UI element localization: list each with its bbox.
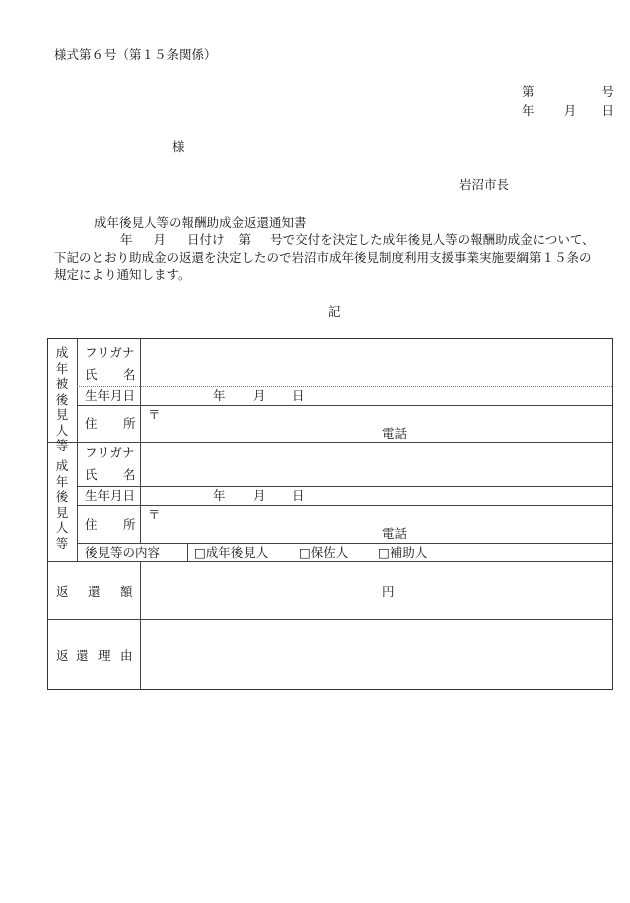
guardian-address-label-1: 住	[85, 517, 98, 532]
notice-body	[54, 231, 629, 284]
guardian-group-label: 成年後見人等	[55, 458, 69, 551]
body-date-suffix: 日付け	[187, 232, 225, 247]
ward-address-label-2: 所	[123, 416, 136, 431]
body-month: 月	[153, 232, 167, 247]
ward-birth-year: 年	[213, 388, 226, 403]
refund-reason-label-3: 理	[98, 648, 111, 663]
ward-furigana-label: フリガナ	[85, 345, 135, 360]
doc-number-suffix: 号	[601, 84, 614, 99]
refund-amount-label-2: 還	[88, 584, 101, 599]
guardian-name-label-1: 氏	[85, 467, 98, 482]
document-number	[522, 86, 614, 99]
notice-line-1	[54, 231, 629, 249]
notice-line-3: 規定により通知します。	[54, 267, 191, 282]
issue-date-year: 年	[522, 103, 535, 118]
issue-date	[522, 105, 614, 118]
ward-name-dotline	[77, 386, 612, 387]
refund-reason-label-2: 還	[76, 648, 89, 663]
ward-birth-line	[77, 405, 612, 406]
option-curator[interactable]: □保佐人	[299, 545, 349, 560]
label-divider-top	[140, 339, 141, 543]
ward-birth-day: 日	[292, 388, 305, 403]
refund-reason-label-4: 由	[120, 648, 133, 663]
amount-line	[48, 561, 612, 562]
guardian-address-label-2: 所	[123, 517, 136, 532]
issuer: 岩沼市長	[459, 177, 510, 192]
body-number-prefix: 第	[238, 232, 252, 247]
issue-date-month: 月	[563, 103, 577, 118]
guardian-furigana-label: フリガナ	[85, 445, 135, 460]
body-number-rest: 号で交付を決定した成年後見人等の報酬助成金について、	[270, 232, 595, 247]
reason-line	[48, 619, 612, 620]
group-divider	[77, 339, 78, 561]
refund-reason-label-1: 返	[56, 648, 69, 663]
ward-name-label-1: 氏	[85, 367, 98, 382]
guardian-birth-day: 日	[292, 488, 305, 503]
option-assistant[interactable]: □補助人	[378, 545, 428, 560]
body-year: 年	[120, 232, 133, 247]
guardian-name-line	[77, 486, 612, 487]
ward-postal-mark: 〒	[148, 407, 161, 422]
form-number: 様式第６号（第１５条関係）	[54, 47, 217, 62]
ki-marker: 記	[328, 304, 341, 319]
yen-unit: 円	[382, 584, 395, 599]
guardian-birthdate-label: 生年月日	[85, 488, 136, 503]
guardian-address-line	[77, 543, 612, 544]
guardian-phone-label: 電話	[382, 526, 408, 541]
guardian-birth-year: 年	[213, 488, 226, 503]
ward-birthdate-label: 生年月日	[85, 388, 136, 403]
document-title: 成年後見人等の報酬助成金返還通知書	[94, 215, 307, 230]
notice-line-2: 下記のとおり助成金の返還を決定したので岩沼市成年後見制度利用支援事業実施要綱第１５条の	[54, 249, 592, 265]
doc-number-prefix: 第	[522, 84, 535, 99]
option-guardian[interactable]: □成年後見人	[194, 545, 269, 560]
issue-date-day: 日	[601, 103, 614, 118]
ward-address-label-1: 住	[85, 416, 98, 431]
ward-name-label-2: 名	[123, 367, 136, 382]
ward-phone-label: 電話	[382, 426, 408, 441]
guardian-birth-month: 月	[253, 488, 266, 503]
guardianship-type-label: 後見等の内容	[85, 545, 161, 560]
guardian-name-label-2: 名	[123, 467, 136, 482]
refund-table	[47, 338, 613, 690]
refund-amount-label-1: 返	[56, 584, 69, 599]
guardian-birth-line	[77, 505, 612, 506]
ward-group-label: 成年被後見人等	[55, 345, 69, 453]
ward-birth-month: 月	[253, 388, 266, 403]
label-divider-bottom	[140, 561, 141, 690]
group-separator	[48, 442, 612, 443]
addressee-suffix: 様	[172, 139, 185, 154]
type-divider	[187, 543, 188, 561]
refund-amount-label-3: 額	[120, 584, 133, 599]
guardian-postal-mark: 〒	[148, 507, 161, 522]
